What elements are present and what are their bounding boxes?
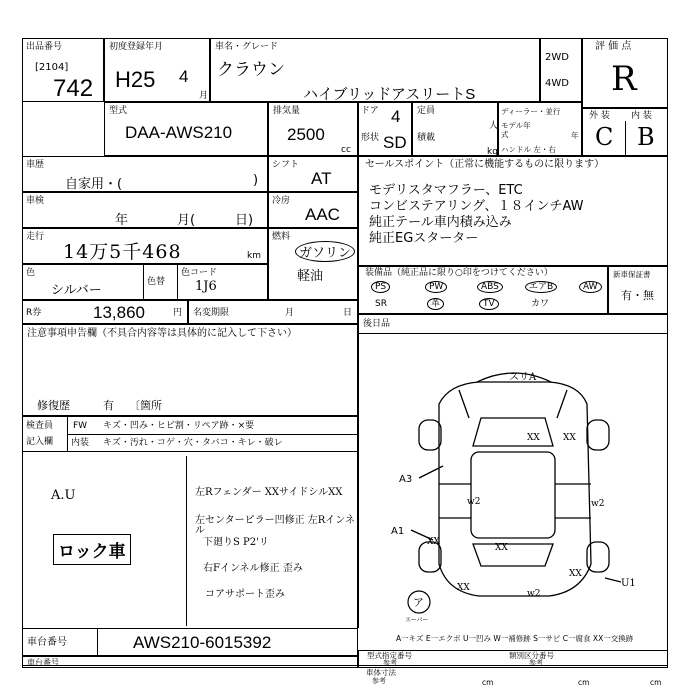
car-name-cell: [210, 38, 540, 102]
shape-label: 形状: [361, 133, 380, 143]
ref-label-1: 参考: [383, 659, 397, 667]
color-label: 色: [26, 268, 36, 278]
fuel-gasoline: [295, 241, 355, 262]
mileage-label: 走行: [26, 232, 45, 242]
equip-leather-label: 革: [427, 298, 444, 310]
lot-number: 742: [53, 75, 94, 102]
locked-car-stamp: ロック車: [53, 534, 131, 565]
displacement-cell: [268, 102, 358, 156]
fuel-gasoline-circle: ガソリン: [295, 241, 355, 262]
remark-line-5: コアサポート歪み: [205, 589, 285, 600]
rear-items-cell: [358, 314, 668, 334]
rear-window: [473, 544, 553, 566]
dealer-label: ディーラー・並行: [501, 107, 561, 116]
chassis-value: AWS210-6015392: [133, 633, 272, 652]
load-unit: kg: [487, 147, 498, 157]
interior-items-label: 内装: [71, 438, 90, 448]
sales-point-3: 純正テール車内積み込み: [369, 215, 512, 230]
door-label: ドア: [361, 106, 379, 116]
drive-cell: [540, 38, 582, 102]
capacity-cell: [412, 102, 498, 156]
interior-grade: B: [637, 123, 655, 151]
car-name: クラウン: [217, 60, 285, 79]
inspection-year: 年: [115, 213, 129, 228]
reg-month: 4: [179, 67, 189, 86]
fw-items: キズ・凹み・ヒビ割・リペア跡・×要: [103, 421, 255, 431]
fuel-label: 燃料: [272, 232, 291, 242]
equip-aw: [579, 281, 602, 293]
remark-line-2: 左センターピラー凹修正 左Rインネル: [195, 515, 356, 536]
notes-cell: [22, 324, 358, 416]
equipment-title: 装備品（純正品に限り○印をつけてください）: [365, 268, 553, 278]
model-year-label: モデル年式: [501, 121, 531, 139]
interior-items: キズ・汚れ・コゲ・穴・タバコ・キレ・破レ: [103, 438, 283, 448]
equip-abs: [477, 281, 503, 293]
rear-items-label: 後日品: [363, 319, 391, 329]
damage-mark: XX: [527, 433, 540, 443]
first-reg-cell: [104, 38, 210, 102]
color-code-label: 色コード: [181, 268, 218, 278]
chassis-label: 車台番号: [27, 637, 67, 648]
exterior-grade: C: [595, 123, 614, 151]
equip-pw: [425, 281, 447, 293]
remark-line-3: 下廻りS P2'リ: [203, 537, 269, 548]
recycle-amount: 13,860: [93, 303, 145, 322]
shift-value: AT: [311, 169, 332, 188]
car-grade: ハイブリッドアスリートS: [303, 86, 476, 103]
capacity-unit: 人: [489, 121, 499, 131]
au-note: A.U: [51, 488, 76, 503]
equip-aw-label: AW: [579, 281, 602, 293]
exterior-label: 外 装: [589, 111, 610, 121]
car-history-close: ): [253, 173, 259, 188]
shift-cell: [268, 156, 358, 192]
equip-leather: [427, 298, 444, 310]
equip-ps: [371, 281, 390, 293]
eval-label: 評 価 点: [595, 41, 632, 52]
equip-kawa: カワ: [531, 299, 550, 309]
car-name-label: 車名・グレード: [215, 42, 279, 52]
equip-pw-label: PW: [425, 281, 447, 293]
size-label: 車体寸法: [366, 668, 396, 677]
warranty-value: 有・無: [621, 289, 654, 302]
history-cell: [22, 156, 268, 192]
handle-label: ハンドル 左・右: [501, 145, 556, 154]
wheel-fr: [587, 420, 609, 450]
car-diagram: [359, 334, 669, 628]
equip-abs-label: ABS: [477, 281, 503, 293]
type-label: 型式指定番号: [367, 651, 412, 660]
size-ref: 参考: [372, 677, 386, 685]
cooling-cell: [268, 192, 358, 228]
sales-points-title: セールスポイント（正常に機能するものに限ります）: [365, 159, 605, 170]
remark-line-1: 左Rフェンダー XXサイドシルXX: [195, 487, 343, 498]
type-spec-cell: [358, 650, 668, 668]
shift-label: シフト: [272, 160, 300, 170]
capacity-label: 定員: [417, 106, 436, 116]
repair-place: 〔箇所: [129, 399, 162, 412]
repair-value: 有: [103, 399, 114, 412]
mileage-unit: km: [247, 251, 261, 261]
inspector-label-1: 検査員: [26, 421, 54, 431]
color-change-label: 色替: [147, 277, 166, 287]
load-label: 積載: [417, 133, 436, 143]
displacement-value: 2500: [287, 125, 325, 144]
inspector-stamp-sub: スーパー: [405, 617, 429, 624]
damage-mark: XX: [457, 583, 470, 593]
model-label: 型式: [109, 106, 128, 116]
name-change-label: 名変期限: [193, 308, 230, 318]
eval-cell: [582, 38, 668, 108]
car-body-outline: [439, 382, 591, 596]
dealer-cell: [498, 102, 582, 156]
inspection-month: 月(: [177, 213, 196, 228]
warranty-label: 新車保証書: [613, 270, 651, 279]
notes-title: 注意事項申告欄（不具合内容等は具体的に記入して下さい）: [27, 328, 297, 339]
lot-cell: [22, 38, 104, 102]
car-diagram-panel: [358, 334, 668, 628]
recycle-label: R券: [26, 308, 42, 318]
diagram-u1: U1: [621, 578, 636, 589]
size-unit-1: cm: [482, 678, 494, 687]
equip-airbag: [525, 281, 557, 293]
diagram-w2-left: w2: [467, 497, 481, 507]
inspector-stamp-text: ア: [413, 596, 424, 609]
platform-label: 車台番号: [27, 658, 59, 667]
inspection-label: 車検: [26, 196, 45, 206]
size-row: [358, 668, 668, 688]
exterior-interior-cell: [582, 108, 668, 156]
displacement-label: 排気量: [273, 106, 301, 116]
warranty-cell: [608, 266, 668, 314]
drive-4wd: 4WD: [545, 78, 569, 89]
sales-point-2: コンビステアリング、１８インチAW: [369, 199, 584, 214]
drive-2wd: 2WD: [545, 52, 569, 63]
size-unit-3: cm: [650, 678, 662, 687]
color-cell: [22, 264, 268, 300]
damage-mark: XX: [569, 569, 582, 579]
door-cell: [358, 102, 412, 156]
mileage-value: 14万5千468: [63, 241, 182, 263]
remarks-area: [22, 452, 358, 628]
diagram-w2-right: w2: [591, 499, 605, 509]
equip-tv: [479, 298, 499, 310]
inspector-cell: [22, 416, 358, 452]
color-value: シルバー: [51, 283, 102, 298]
fuel-light-oil: 軽油: [297, 269, 324, 284]
cooling-label: 冷房: [272, 196, 291, 206]
damage-mark: XX: [495, 543, 508, 553]
ref-label-2: 参考: [529, 659, 543, 667]
cooling-value: AAC: [305, 205, 340, 224]
damage-legend: A一キズ E一エクボ U一凹み W一補修跡 S一サビ C一腐食 XX一交換跡: [396, 634, 634, 643]
model-value: DAA-AWS210: [125, 123, 233, 142]
displacement-unit: cc: [341, 145, 351, 155]
door-value: 4: [391, 107, 401, 126]
inspection-cell: [22, 192, 268, 228]
equipment-cell: [358, 266, 608, 314]
equip-ps-label: PS: [371, 281, 390, 293]
first-reg-label: 初度登録年月: [109, 42, 164, 52]
car-history: 自家用・(: [65, 177, 123, 192]
windshield: [473, 418, 553, 446]
fw-label: FW: [73, 421, 88, 431]
damage-mark: XX: [427, 537, 440, 547]
model-year-unit: 年: [571, 131, 579, 140]
inspector-label-2: 記入欄: [26, 437, 54, 447]
model-cell: [104, 102, 268, 156]
chassis-cell: [22, 628, 358, 656]
mileage-cell: [22, 228, 268, 264]
damage-mark: XX: [563, 433, 576, 443]
diagram-a3: A3: [399, 474, 413, 485]
equip-tv-label: TV: [479, 298, 499, 310]
equip-airbag-label: エアB: [525, 281, 557, 293]
lot-code: [2104]: [35, 62, 69, 73]
shape-value: SD: [383, 133, 407, 152]
equip-sr: SR: [375, 299, 387, 309]
diagram-a1: A1: [391, 526, 405, 537]
car-roof: [471, 452, 555, 538]
color-code-value: 1J6: [195, 279, 217, 294]
platform-cell: [22, 656, 358, 668]
name-change-day: 日: [343, 308, 353, 318]
car-history-label: 車歴: [26, 160, 45, 170]
inspection-day: 日): [235, 213, 254, 228]
lot-label: 出品番号: [26, 42, 63, 52]
diagram-top-label: スリA: [509, 372, 537, 383]
fuel-cell: [268, 228, 358, 300]
recycle-cell: [22, 300, 188, 324]
wheel-fl: [419, 420, 441, 450]
recycle-yen: 円: [173, 308, 183, 318]
size-unit-2: cm: [578, 678, 590, 687]
sales-points-cell: [358, 156, 668, 266]
repair-label: 修復歴: [37, 399, 70, 412]
sales-point-1: モデリスタマフラー、ETC: [369, 183, 523, 198]
eval-score: R: [611, 59, 637, 99]
interior-label: 内 装: [631, 111, 652, 121]
remark-line-4: 右Fインネル修正 歪み: [203, 563, 303, 574]
reg-month-unit: 月: [199, 91, 209, 101]
reg-year: H25: [115, 67, 156, 92]
sales-point-4: 純正EGスターター: [369, 231, 479, 246]
name-change-cell: [188, 300, 358, 324]
name-change-month: 月: [285, 308, 295, 318]
category-label: 類別区分番号: [509, 651, 554, 660]
diagram-w2-bottom: w2: [527, 589, 541, 599]
